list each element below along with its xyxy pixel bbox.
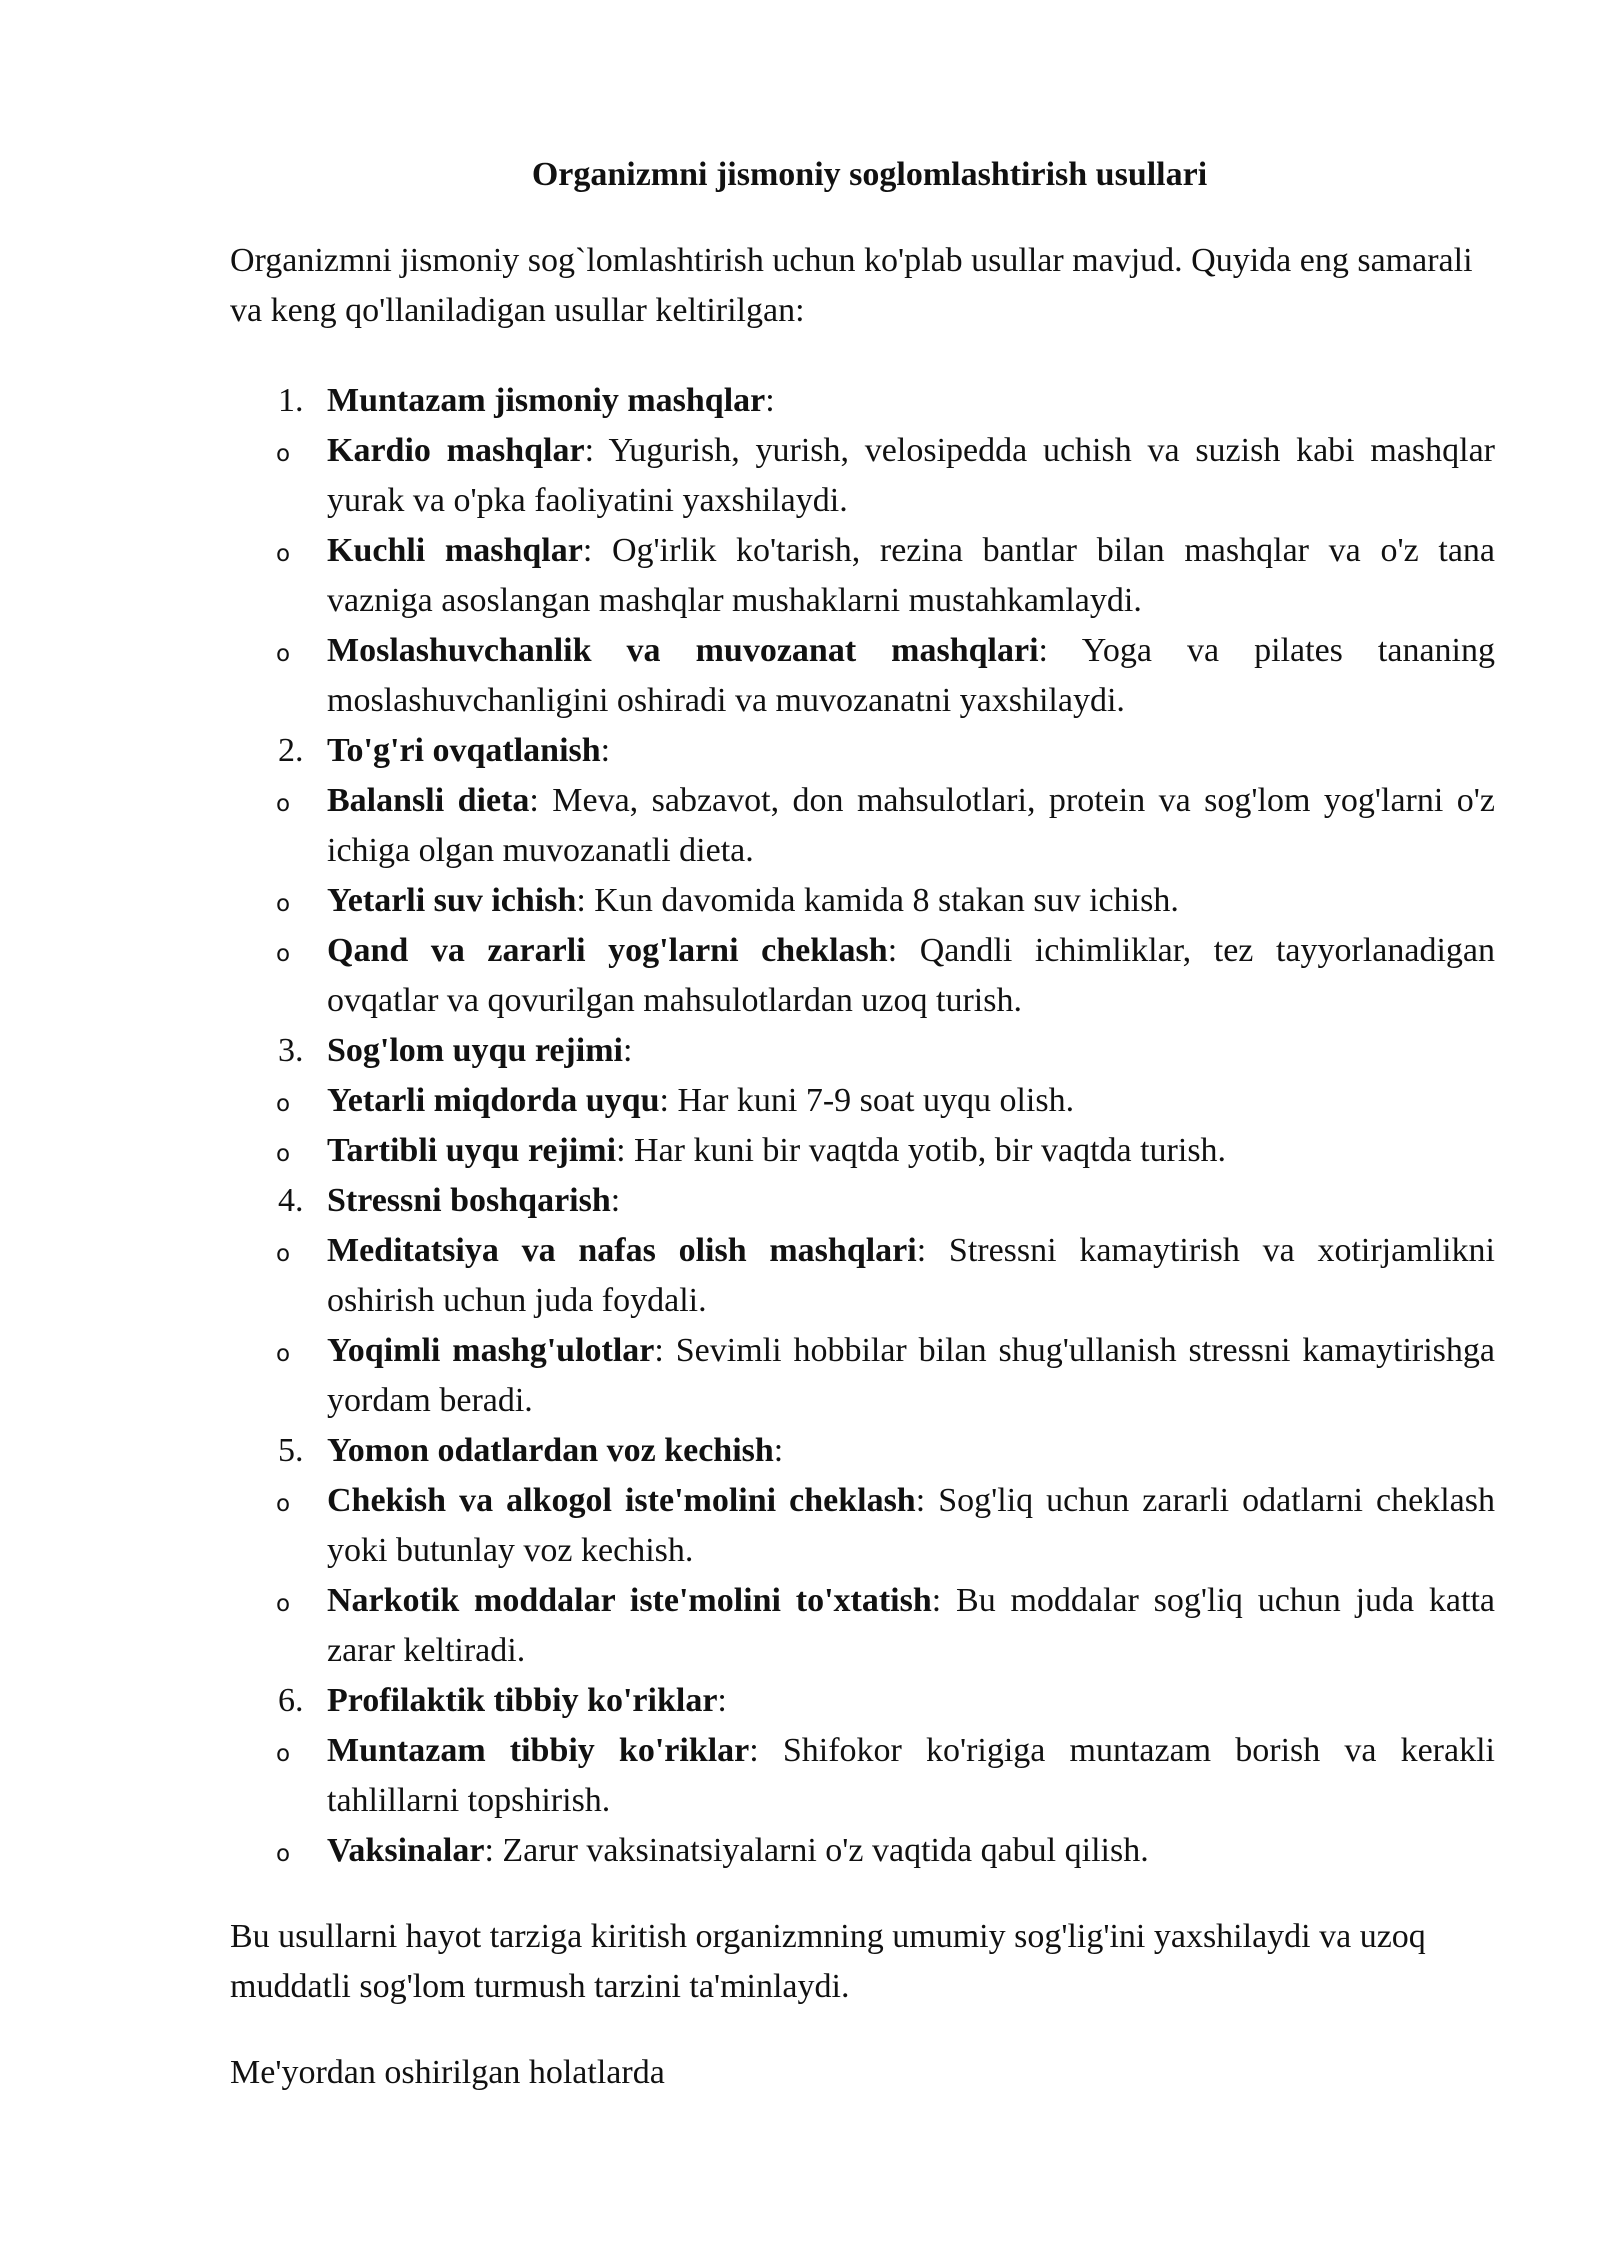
sub-list [230,1726,1495,1876]
sub-item-title: Balansli dieta [327,782,530,819]
sub-item [230,776,1495,876]
sub-item [230,526,1495,626]
method-item [230,376,1495,426]
method-colon: : [717,1682,727,1719]
sub-item-text: : Har kuni 7-9 soat uyqu olish. [659,1082,1075,1119]
sub-item-title: Chekish va alkogol iste'molini cheklash [327,1482,916,1519]
circle-bullet-icon: o [276,541,291,567]
circle-bullet-icon: o [276,441,291,467]
sub-item-text: : Stressni kamaytirish va xotirjamlikni oshirish uchun juda foydali. [327,1232,1495,1319]
sub-item-title: Kuchli mashqlar [327,532,583,569]
sub-item-title: Yetarli miqdorda uyqu [327,1082,660,1119]
sub-item-text: : Shifokor ko'rigiga muntazam borish va kerakli tahlillarni topshirish. [327,1732,1495,1819]
method-number: 2. [278,732,304,769]
sub-list [230,1226,1495,1426]
method-title: Muntazam jismoniy mashqlar [327,382,766,419]
sub-item [230,1726,1495,1826]
method-colon: : [600,732,611,769]
circle-bullet-icon: o [276,791,291,817]
methods-list [230,376,1495,1876]
circle-bullet-icon: o [276,1491,291,1517]
final-line: Me'yordan oshirilgan holatlarda [230,2054,665,2091]
method-number: 6. [278,1682,304,1719]
sub-item-title: Kardio mashqlar [327,432,585,469]
method-colon: : [773,1432,784,1469]
circle-bullet-icon: o [276,1141,291,1167]
circle-bullet-icon: o [276,941,291,967]
circle-bullet-icon: o [276,1841,291,1867]
sub-item-text: : Bu moddalar sog'liq uchun juda katta zarar keltiradi. [327,1582,1495,1669]
method-title: Sog'lom uyqu rejimi [327,1032,623,1069]
sub-list-wrapper [230,1726,1495,1876]
sub-item [230,926,1495,1026]
sub-list-wrapper [230,1476,1495,1676]
sub-item-text: : Har kuni bir vaqtda yotib, bir vaqtda turish. [616,1132,1227,1169]
method-title: Profilaktik tibbiy ko'riklar [327,1682,718,1719]
circle-bullet-icon: o [276,1741,291,1767]
sub-item-title: Vaksinalar [327,1832,485,1869]
sub-item [230,1126,1495,1176]
circle-bullet-icon: o [276,1091,291,1117]
method-item [230,1176,1495,1226]
sub-list-wrapper [230,1226,1495,1426]
circle-bullet-icon: o [276,1341,291,1367]
sub-item-title: Yetarli suv ichish [327,882,577,919]
sub-list [230,426,1495,726]
method-number: 1. [278,382,304,419]
sub-item [230,426,1495,526]
sub-item-title: Moslashuvchanlik va muvozanat mashqlari [327,632,1039,669]
sub-item-text: : Sog'liq uchun zararli odatlarni cheklash yoki butunlay voz kechish. [327,1482,1495,1569]
circle-bullet-icon: o [276,891,291,917]
method-number: 5. [278,1432,304,1469]
closing-paragraph: Bu usullarni hayot tarziga kiritish organizmning umumiy sog'lig'ini yaxshilaydi va uzoq muddatli sog'lom turmush tarzini ta'minlaydi. [230,1918,1426,2005]
sub-list-wrapper [230,776,1495,1026]
sub-item-text: : Og'irlik ko'tarish, rezina bantlar bilan mashqlar va o'z tana vazniga asoslangan mashqlar mushaklarni mustahkamlaydi. [327,532,1495,619]
sub-item-text: : Yugurish, yurish, velosipedda uchish va suzish kabi mashqlar yurak va o'pka faoliyatini yaxshilaydi. [327,432,1495,519]
circle-bullet-icon: o [276,1241,291,1267]
sub-item [230,1226,1495,1326]
sub-item [230,1826,1495,1876]
sub-item-title: Meditatsiya va nafas olish mashqlari [327,1232,917,1269]
method-title: Stressni boshqarish [327,1182,611,1219]
document-title: Organizmni jismoniy soglomlashtirish usullari [531,156,1208,193]
circle-bullet-icon: o [276,1591,291,1617]
intro-paragraph: Organizmni jismoniy sog`lomlashtirish uchun ko'plab usullar mavjud. Quyida eng samarali va keng qo'llaniladigan usullar keltirilgan: [230,242,1473,329]
method-number: 3. [278,1032,304,1069]
sub-list [230,1076,1495,1176]
sub-item [230,876,1495,926]
sub-item-title: Tartibli uyqu rejimi [327,1132,617,1169]
sub-item-title: Muntazam tibbiy ko'riklar [327,1732,750,1769]
sub-item-text: : Kun davomida kamida 8 stakan suv ichish. [576,882,1179,919]
method-colon: : [765,382,775,419]
sub-item-text: : Sevimli hobbilar bilan shug'ullanish stressni kamaytirishga yordam beradi. [327,1332,1495,1419]
sub-item [230,1326,1495,1426]
sub-item [230,1576,1495,1676]
sub-item-title: Yoqimli mashg'ulotlar [327,1332,655,1369]
method-item [230,1026,1495,1076]
method-item [230,1426,1495,1476]
sub-item [230,1076,1495,1126]
sub-item-text: : Yoga va pilates tananing moslashuvchanligini oshiradi va muvozanatni yaxshilaydi. [327,632,1495,719]
method-item [230,1676,1495,1726]
sub-list [230,1476,1495,1676]
method-item [230,726,1495,776]
sub-list [230,776,1495,1026]
method-title: To'g'ri ovqatlanish [327,732,601,769]
sub-item [230,1476,1495,1576]
sub-item-title: Narkotik moddalar iste'molini to'xtatish [327,1582,932,1619]
circle-bullet-icon: o [276,641,291,667]
sub-list-wrapper [230,1076,1495,1176]
method-colon: : [610,1182,621,1219]
method-title: Yomon odatlardan voz kechish [327,1432,774,1469]
method-number: 4. [278,1182,304,1219]
sub-list-wrapper [230,426,1495,726]
sub-item-title: Qand va zararli yog'larni cheklash [327,932,888,969]
sub-item [230,626,1495,726]
sub-item-text: : Qandli ichimliklar, tez tayyorlanadigan ovqatlar va qovurilgan mahsulotlardan uzoq turish. [327,932,1495,1019]
sub-item-text: : Zarur vaksinatsiyalarni o'z vaqtida qabul qilish. [484,1832,1149,1869]
method-colon: : [622,1032,633,1069]
sub-item-text: : Meva, sabzavot, don mahsulotlari, protein va sog'lom yog'larni o'z ichiga olgan muvozanatli dieta. [327,782,1495,869]
